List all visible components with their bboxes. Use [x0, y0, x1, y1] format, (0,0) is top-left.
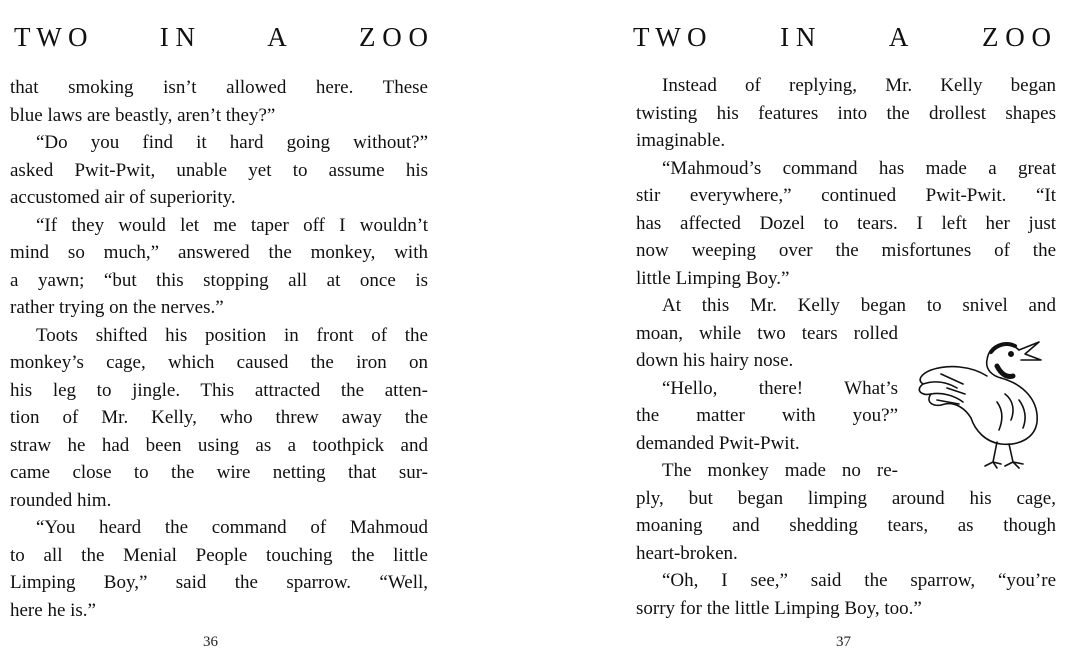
text-line: mind so much,” answered the monkey, with — [10, 242, 428, 263]
left-body-text — [10, 74, 428, 624]
running-head-word: I N — [780, 22, 816, 52]
text-line: The monkey made no re- — [662, 460, 898, 481]
text-line: asked Pwit-Pwit, unable yet to assume his — [10, 159, 428, 181]
running-head-left — [14, 22, 428, 53]
text-line: demanded Pwit-Pwit. — [636, 432, 800, 454]
text-line: “You heard the command of Mahmoud — [36, 517, 428, 538]
text-line: “Hello, there! What’s — [662, 377, 898, 399]
text-line: ply, but began limping around his cage, — [636, 487, 1056, 509]
page-number-right: 37 — [836, 634, 851, 650]
text-line: has affected Dozel to tears. I left her just — [636, 212, 1056, 234]
page-number-left: 36 — [203, 634, 218, 650]
running-head-word: Z O O — [358, 22, 428, 52]
text-line: blue laws are beastly, aren’t they?” — [10, 104, 276, 126]
right-page — [541, 0, 1082, 662]
text-line: imaginable. — [636, 130, 726, 151]
running-head-word: T W O — [14, 22, 88, 52]
sparrow-icon — [901, 330, 1061, 470]
text-line: came close to the wire netting that sur- — [10, 462, 428, 483]
text-line: his leg to jingle. This attracted the atten- — [10, 379, 428, 401]
text-line: tion of Mr. Kelly, who threw away the — [10, 407, 428, 428]
running-head-word: A — [267, 22, 287, 52]
running-head-word: I N — [159, 22, 195, 52]
text-line: a yawn; “but this stopping all at once is — [10, 269, 428, 291]
text-line: here he is.” — [10, 599, 96, 621]
text-line: “Mahmoud’s command has made a great — [662, 157, 1056, 179]
text-line: accustomed air of superiority. — [10, 187, 236, 208]
text-line: heart-broken. — [636, 542, 738, 564]
text-line: now weeping over the misfortunes of the — [636, 240, 1056, 261]
running-head-word: Z O O — [982, 22, 1051, 52]
text-line: “If they would let me taper off I wouldn’t — [36, 214, 428, 236]
running-head-word: T W O — [633, 22, 707, 52]
text-line: “Oh, I see,” said the sparrow, “you’re — [662, 570, 1056, 591]
text-line: rather trying on the nerves.” — [10, 297, 224, 318]
text-line: Toots shifted his position in front of the — [36, 324, 428, 346]
text-line: “Do you find it hard going without?” — [36, 132, 428, 153]
text-line: stir everywhere,” continued Pwit-Pwit. “It — [636, 185, 1056, 206]
text-line: Instead of replying, Mr. Kelly began — [662, 75, 1056, 96]
text-line: straw he had been using as a toothpick and — [10, 434, 428, 456]
text-line: that smoking isn’t allowed here. These — [10, 77, 428, 98]
text-line: rounded him. — [10, 489, 112, 511]
text-line: moan, while two tears rolled — [636, 322, 898, 344]
text-line: At this Mr. Kelly began to snivel and — [662, 295, 1056, 316]
text-line: sorry for the little Limping Boy, too.” — [636, 597, 922, 619]
running-head-right — [633, 22, 1051, 53]
running-head-word: A — [888, 22, 909, 52]
text-line: down his hairy nose. — [636, 350, 794, 371]
text-line: monkey’s cage, which caused the iron on — [10, 352, 428, 373]
text-line: the matter with you?” — [636, 405, 898, 426]
text-line: twisting his features into the drollest shapes — [636, 102, 1056, 124]
text-line: little Limping Boy.” — [636, 267, 790, 289]
text-line: moaning and shedding tears, as though — [636, 515, 1056, 536]
text-line: Limping Boy,” said the sparrow. “Well, — [10, 572, 428, 593]
text-line: to all the Menial People touching the little — [10, 544, 428, 566]
